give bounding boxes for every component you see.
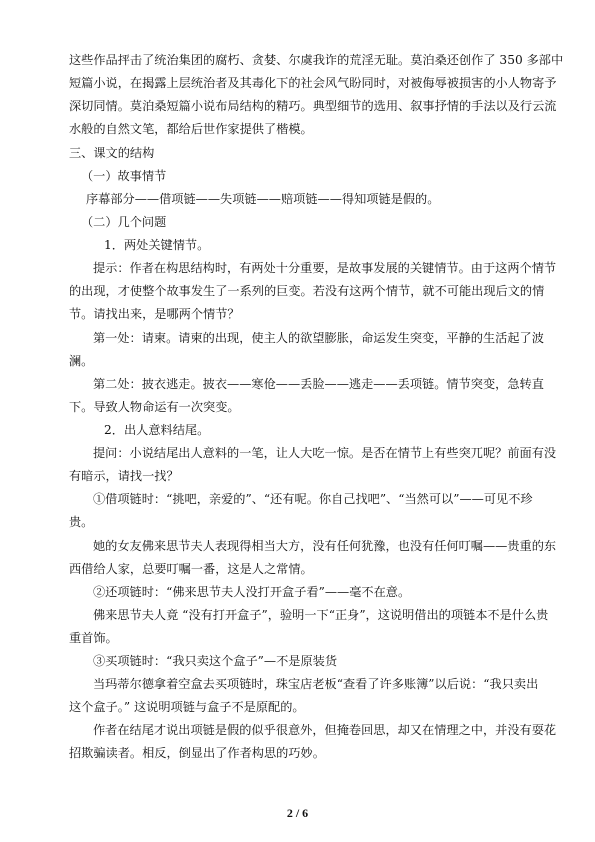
para-line: 深切同情。莫泊桑短篇小说布局结构的精巧。典型细节的选用、叙事抒情的手法以及行云流 <box>69 99 557 113</box>
para-line: 贵。 <box>69 515 94 529</box>
para-line: 作者在结尾才说出项链是假的似乎很意外，但掩卷回思，却又在情理之中，并没有耍花 <box>93 723 557 737</box>
para-line: ①借项链时：“挑吧，亲爱的”、“还有呢。你自己找吧”、“当然可以”——可见不珍 <box>93 492 533 506</box>
subsection-heading: （二）几个问题 <box>81 215 167 229</box>
item-heading: 2．出人意料结尾。 <box>104 423 210 437</box>
para-line: 第一处：请柬。请柬的出现，使主人的欲望膨胀，命运发生突变，平静的生活起了波 <box>93 331 544 345</box>
para-line: 佛来思节夫人竟 “没有打开盒子”，验明一下“正身”，这说明借出的项链本不是什么贵 <box>93 608 549 622</box>
para-line: 第二处：披衣逃走。披衣——寒伧——丢脸——逃走——丢项链。情节突变，急转直 <box>93 377 544 391</box>
para-line: ③买项链时：“我只卖这个盒子”—不是原装货 <box>93 654 338 668</box>
para-line: 这个盒子。” 这说明项链与盒子不是原配的。 <box>69 700 305 714</box>
para-line: 这些作品抨击了统治集团的腐朽、贪婪、尔虞我诈的荒淫无耻。莫泊桑还创作了 350 多部中 <box>69 53 564 67</box>
para-line: 西借给人家，总要叮嘱一番，这是人之常情。 <box>69 562 313 576</box>
para-line: 下。导致人物命运有一次突变。 <box>69 400 240 414</box>
para-line: 重首饰。 <box>69 631 118 645</box>
para-line: 水般的自然文笔，都给后世作家提供了楷模。 <box>69 122 313 136</box>
page-number: 2 / 6 <box>286 806 309 820</box>
para-line: 短篇小说，在揭露上层统治者及其毒化下的社会风气盼同时，对被侮辱被损害的小人物寄予 <box>69 76 557 90</box>
subsection-heading: （一）故事情节 <box>81 169 167 183</box>
para-line: 有暗示，请找一找？ <box>69 469 179 483</box>
para-line: 她的女友佛来思节夫人表现得相当大方，没有任何犹豫，也没有任何叮嘱——贵重的东 <box>93 539 557 553</box>
item-heading: 1．两处关键情节。 <box>104 238 210 252</box>
para-line: 招欺骗读者。相反，倒显出了作者构思的巧妙。 <box>69 746 325 760</box>
para-line: 序幕部分——借项链——失项链——赔项链——得知项链是假的。 <box>86 192 440 206</box>
para-line: 澜。 <box>69 354 94 368</box>
para-line: 提示：作者在构思结构时，有两处十分重要，是故事发展的关键情节。由于这两个情节 <box>93 261 557 275</box>
para-line: ②还项链时：“佛来思节夫人没打开盒子看”——毫不在意。 <box>93 585 411 599</box>
para-line: 节。请找出来，是哪两个情节？ <box>69 307 240 321</box>
para-line: 提问：小说结尾出人意料的一笔，让人大吃一惊。是否在情节上有些突兀呢？前面有没 <box>93 446 557 460</box>
para-line: 的出现，才使整个故事发生了一系列的巨变。若没有这两个情节，就不可能出现后文的情 <box>69 284 545 298</box>
section-heading: 三、课文的结构 <box>69 146 155 160</box>
para-line: 当玛蒂尔德拿着空盒去买项链时，珠宝店老板“查看了许多账簿”以后说：“我只卖出 <box>93 677 539 691</box>
